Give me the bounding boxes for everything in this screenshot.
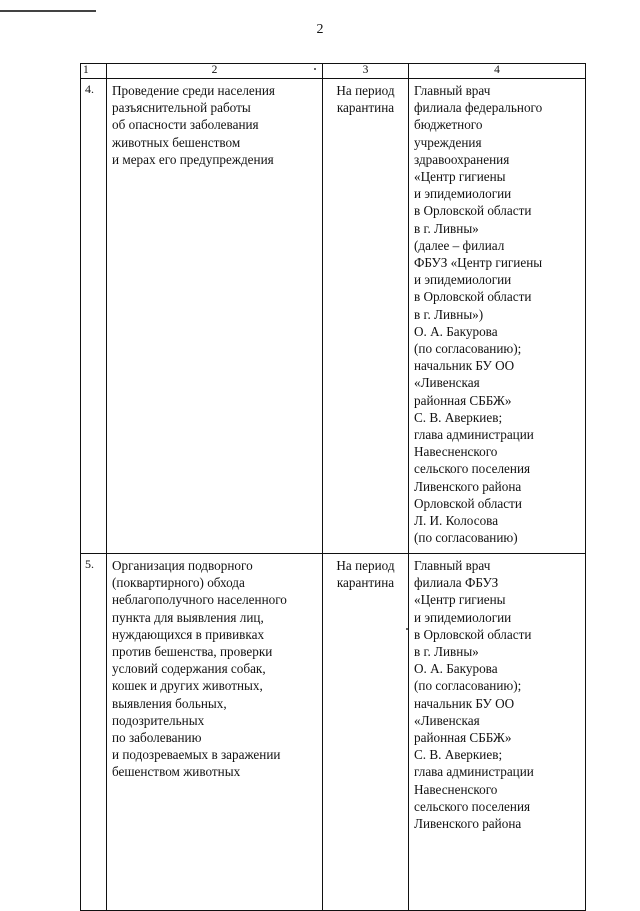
table-header-row <box>81 64 586 79</box>
scan-speck <box>406 628 408 630</box>
row-number: 5. <box>85 557 94 571</box>
row-number-cell <box>81 554 107 911</box>
period-cell <box>323 554 409 911</box>
measure-cell <box>107 554 323 911</box>
column-header-3: 3 <box>323 64 409 79</box>
responsible-text: Главный врач филиала ФБУЗ «Центр гигиены и эпидемиологии в Орловской области в г. Ливны» О. А. Бакурова (по согласованию); начальник БУ ОО «Ливенская районная СББЖ» С. В. Аверкиев; глава администрации Навесненского сельского поселения Ливенского района <box>414 558 534 832</box>
row-number-cell <box>81 79 107 554</box>
column-header-2: 2 <box>107 64 323 79</box>
period-text: На период карантина <box>336 83 395 116</box>
measures-table <box>80 63 586 911</box>
table-row <box>81 79 586 554</box>
table-row <box>81 554 586 911</box>
measure-cell <box>107 79 323 554</box>
period-cell <box>323 79 409 554</box>
responsible-cell <box>409 79 586 554</box>
column-header-4: 4 <box>409 64 586 79</box>
measure-text: Организация подворного (поквартирного) обхода неблагополучного населенного пункта для выявления лиц, нуждающихся в прививках против бешенства, проверки условий содержания собак, кошек и других животных, выявления больных, подозрительных по заболеванию и подозреваемых в заражении бешенством животных <box>112 558 287 780</box>
scan-artifact-line <box>0 10 96 12</box>
column-header-1: 1 <box>81 64 107 79</box>
responsible-cell <box>409 554 586 911</box>
page-number: 2 <box>316 22 324 37</box>
period-text: На период карантина <box>336 558 395 591</box>
scan-speck <box>314 68 316 70</box>
responsible-text: Главный врач филиала федерального бюджетного учреждения здравоохранения «Центр гигиены и эпидемиологии в Орловской области в г. Ливны» (далее – филиал ФБУЗ «Центр гигиены и эпидемиологии в Орловской области в г. Ливны») О. А. Бакурова (по согласованию); начальник БУ ОО «Ливенская районная СББЖ» С. В. Аверкиев; глава администрации Навесненского сельского поселения Ливенского района Орловской области Л. И. Колосова (по согласованию) <box>414 83 543 546</box>
measure-text: Проведение среди населения разъяснительной работы об опасности заболевания животных бешенством и мерах его предупреждения <box>112 83 275 167</box>
row-number: 4. <box>85 82 94 96</box>
